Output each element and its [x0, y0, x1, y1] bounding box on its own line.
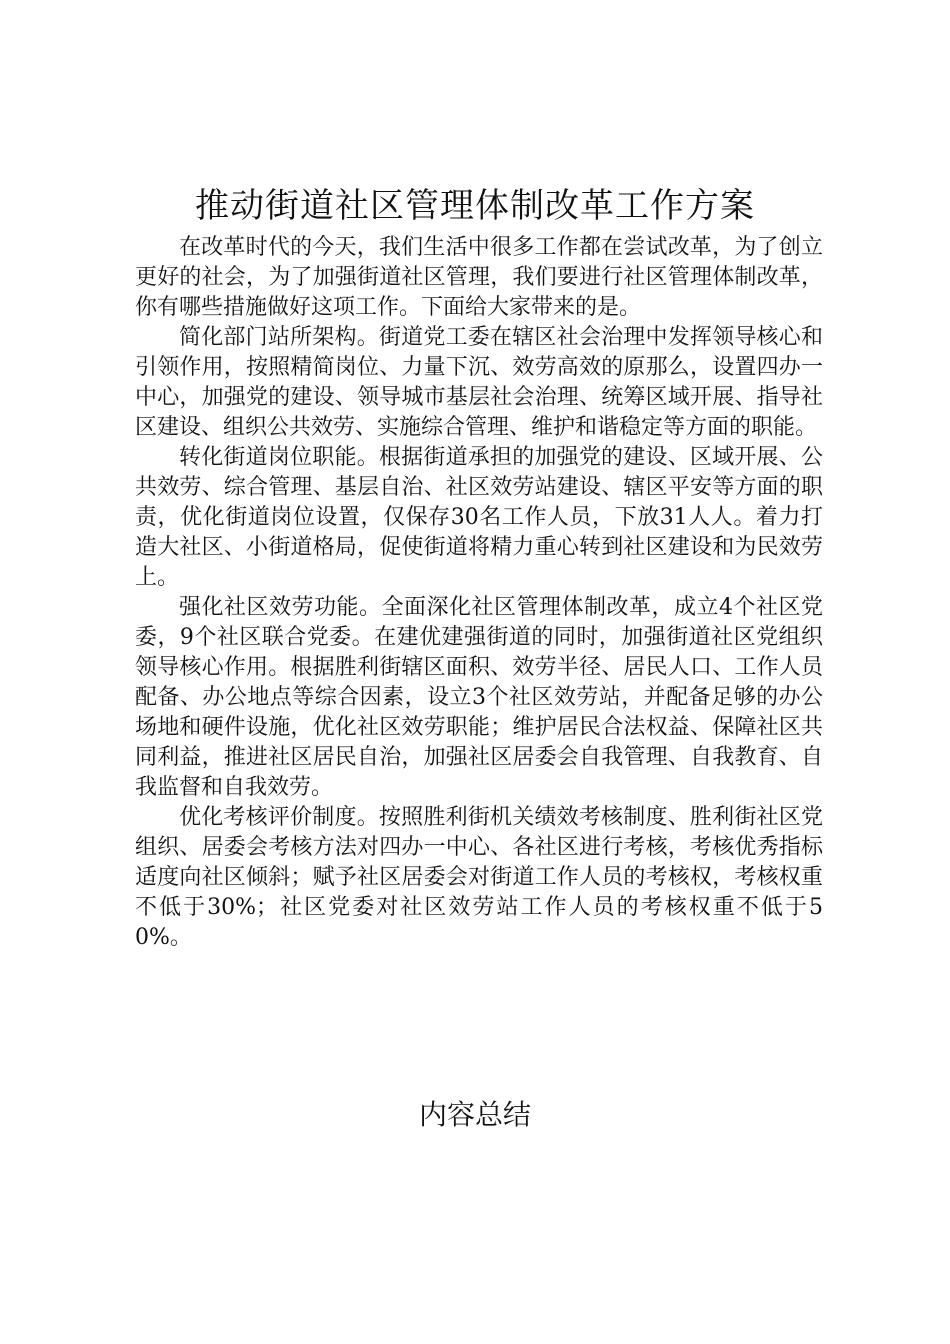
- paragraph-strengthen-services: 强化社区效劳功能。全面深化社区管理体制改革，成立4个社区党委，9个社区联合党委。在建优建强街道的同时，加强街道社区党组织领导核心作用。根据胜利街辖区面积、效劳半径、居民人口、工作人员配备、办公地点等综合因素，设立3个社区效劳站，并配备足够的办公场地和硬件设施，优化社区效劳职能；维护居民合法权益、保障社区共同利益，推进社区居民自治，加强社区居委会自我管理、自我教育、自我监督和自我效劳。: [135, 595, 823, 800]
- summary-heading: 内容总结: [418, 1098, 531, 1131]
- paragraph-transform-functions: 转化街道岗位职能。根据街道承担的加强党的建设、区域开展、公共效劳、综合管理、基层自治、社区效劳站建设、辖区平安等方面的职责，优化街道岗位设置，仅保存30名工作人员，下放31人人。着力打造大社区、小街道格局，促使街道将精力重心转到社区建设和为民效劳上。: [135, 445, 823, 590]
- document-title: 推动街道社区管理体制改革工作方案: [195, 186, 755, 226]
- paragraph-optimize-evaluation: 优化考核评价制度。按照胜利街机关绩效考核制度、胜利街社区党组织、居委会考核方法对四办一中心、各社区进行考核，考核优秀指标适度向社区倾斜；赋予社区居委会对街道工作人员的考核权，考核权重不低于30%；社区党委对社区效劳站工作人员的考核权重不低于50%。: [135, 805, 823, 950]
- paragraph-intro: 在改革时代的今天，我们生活中很多工作都在尝试改革，为了创立更好的社会，为了加强街道社区管理，我们要进行社区管理体制改革，你有哪些措施做好这项工作。下面给大家带来的是。: [135, 235, 823, 320]
- document-body: [135, 233, 823, 953]
- paragraph-simplify-structure: 简化部门站所架构。街道党工委在辖区社会治理中发挥领导核心和引领作用，按照精简岗位、力量下沉、效劳高效的原那么，设置四办一中心，加强党的建设、领导城市基层社会治理、统筹区域开展、指导社区建设、组织公共效劳、实施综合管理、维护和谐稳定等方面的职能。: [135, 325, 823, 440]
